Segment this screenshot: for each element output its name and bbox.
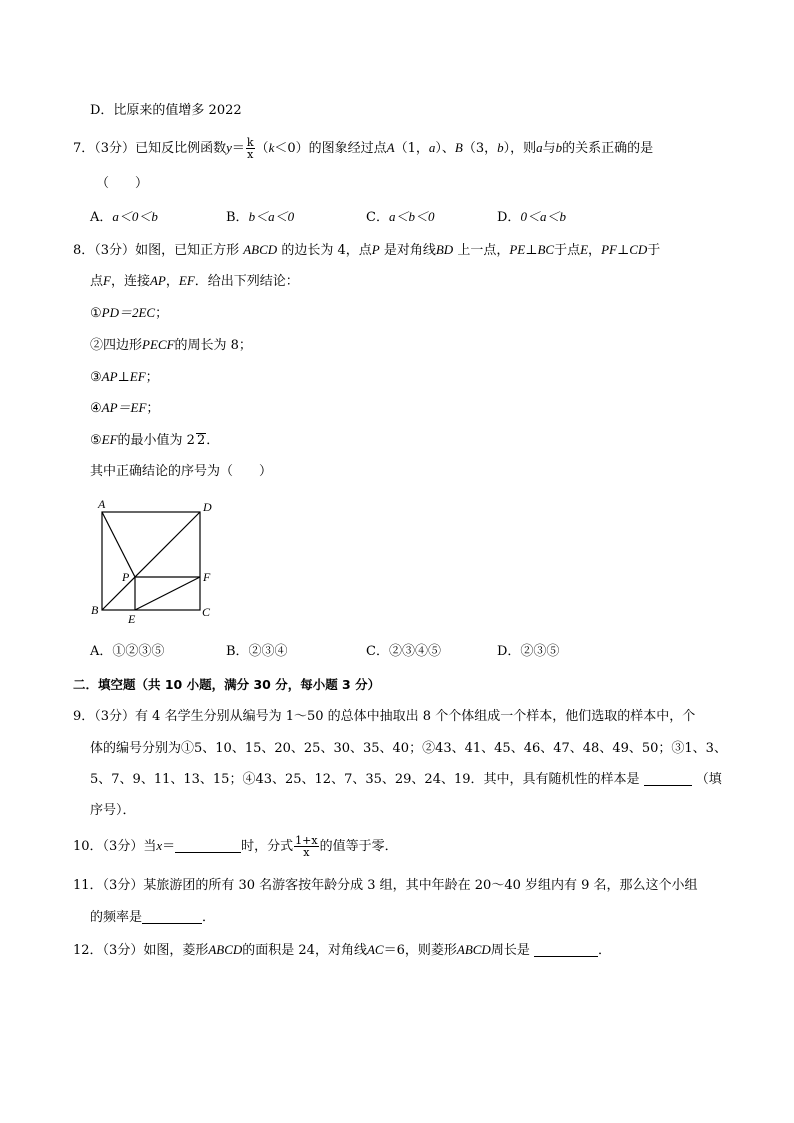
q9-answer-blank[interactable]	[644, 771, 692, 786]
q8-prompt: 其中正确结论的序号为（ ）	[90, 464, 273, 479]
q11-line1: 11．（3分）某旅游团的所有 30 名游客按年龄分成 3 组，其中年龄在 20～40 岁组内有 9 名，那么这个小组	[73, 878, 698, 893]
label-p: P	[122, 570, 130, 584]
q11-line2: 的频率是 ．	[90, 910, 216, 925]
q9-line2: 体的编号分别为①5、10、15、20、25、30、35、40；②43、41、45、46、47、48、49、50；③1、3、	[90, 741, 727, 756]
q8-option-a: A．①②③⑤	[90, 644, 165, 659]
q8-conclusion-3: ③AP⊥EF；	[90, 369, 159, 385]
q7-option-a: A．a＜0＜b	[90, 209, 158, 225]
k-over-x-fraction: $\frac{k}{x}$	[246, 136, 254, 161]
q7-answer-paren: （ ）	[96, 176, 149, 191]
q6-option-d: D．比原来的值增多 2022	[90, 103, 242, 118]
q9-line1: 9．（3分）有 4 名学生分别从编号为 1～50 的总体中抽取出 8 个个体组成一个样本，他们选取的样本中，个	[73, 709, 696, 724]
q9-line3: 5、7、9、11、13、15；④43、25、12、7、35、29、24、19．其中，具有随机性的样本是 （填	[90, 772, 722, 787]
one-plus-x-over-x-fraction: $\frac{1+x}{x}$	[295, 834, 318, 859]
q7-stem: 7．（3分）已知反比例函数y＝ $\frac{k}{x}$ （k＜0）的图象经过点A（1，a）、B（3，b），则a与b的关系正确的是	[73, 136, 654, 161]
q7-option-c: C．a＜b＜0	[366, 209, 435, 225]
q8-conclusion-5: ⑤EF的最小值为 2 2．	[90, 432, 220, 448]
q9-line4: 序号）．	[90, 803, 136, 818]
segment-ap	[102, 512, 135, 577]
label-c: C	[202, 605, 211, 619]
q11-answer-blank[interactable]	[142, 909, 202, 924]
section-heading-fill-in: 二．填空题（共 10 小题，满分 30 分，每小题 3 分）	[73, 677, 381, 692]
label-a: A	[98, 497, 106, 511]
q8-option-d: D．②③⑤	[497, 644, 560, 659]
label-d: D	[203, 500, 212, 514]
diagonal-bd	[102, 512, 200, 610]
label-b: B	[91, 603, 99, 617]
label-e: E	[128, 612, 136, 626]
q12-stem: 12．（3分）如图，菱形ABCD的面积是 24，对角线AC＝6，则菱形ABCD周长是 ．	[73, 942, 611, 958]
sqrt-symbol: 2	[196, 433, 206, 448]
q12-answer-blank[interactable]	[534, 942, 598, 957]
q8-stem-line1: 8．（3分）如图，已知正方形 ABCD 的边长为 4，点P 是对角线BD 上一点，PE⊥BC于点E，PF⊥CD于	[73, 242, 661, 258]
q8-conclusion-4: ④AP＝EF；	[90, 400, 160, 416]
segment-ef	[135, 577, 200, 610]
q8-option-b: B．②③④	[226, 644, 288, 659]
label-f: F	[203, 570, 211, 584]
q8-square-figure	[86, 494, 226, 630]
q8-conclusion-2: ②四边形PECF的周长为 8；	[90, 337, 252, 353]
q7-option-b: B．b＜a＜0	[226, 209, 295, 225]
q8-option-c: C．②③④⑤	[366, 644, 441, 659]
q8-stem-line2: 点F，连接AP，EF．给出下列结论：	[90, 273, 299, 289]
q7-option-d: D．0＜a＜b	[497, 209, 566, 225]
q10-stem: 10．（3分）当x＝ 时，分式 $\frac{1+x}{x}$ 的值等于零．	[73, 834, 398, 859]
q8-conclusion-1: ①PD＝2EC；	[90, 305, 169, 321]
q10-answer-blank[interactable]	[175, 838, 241, 853]
